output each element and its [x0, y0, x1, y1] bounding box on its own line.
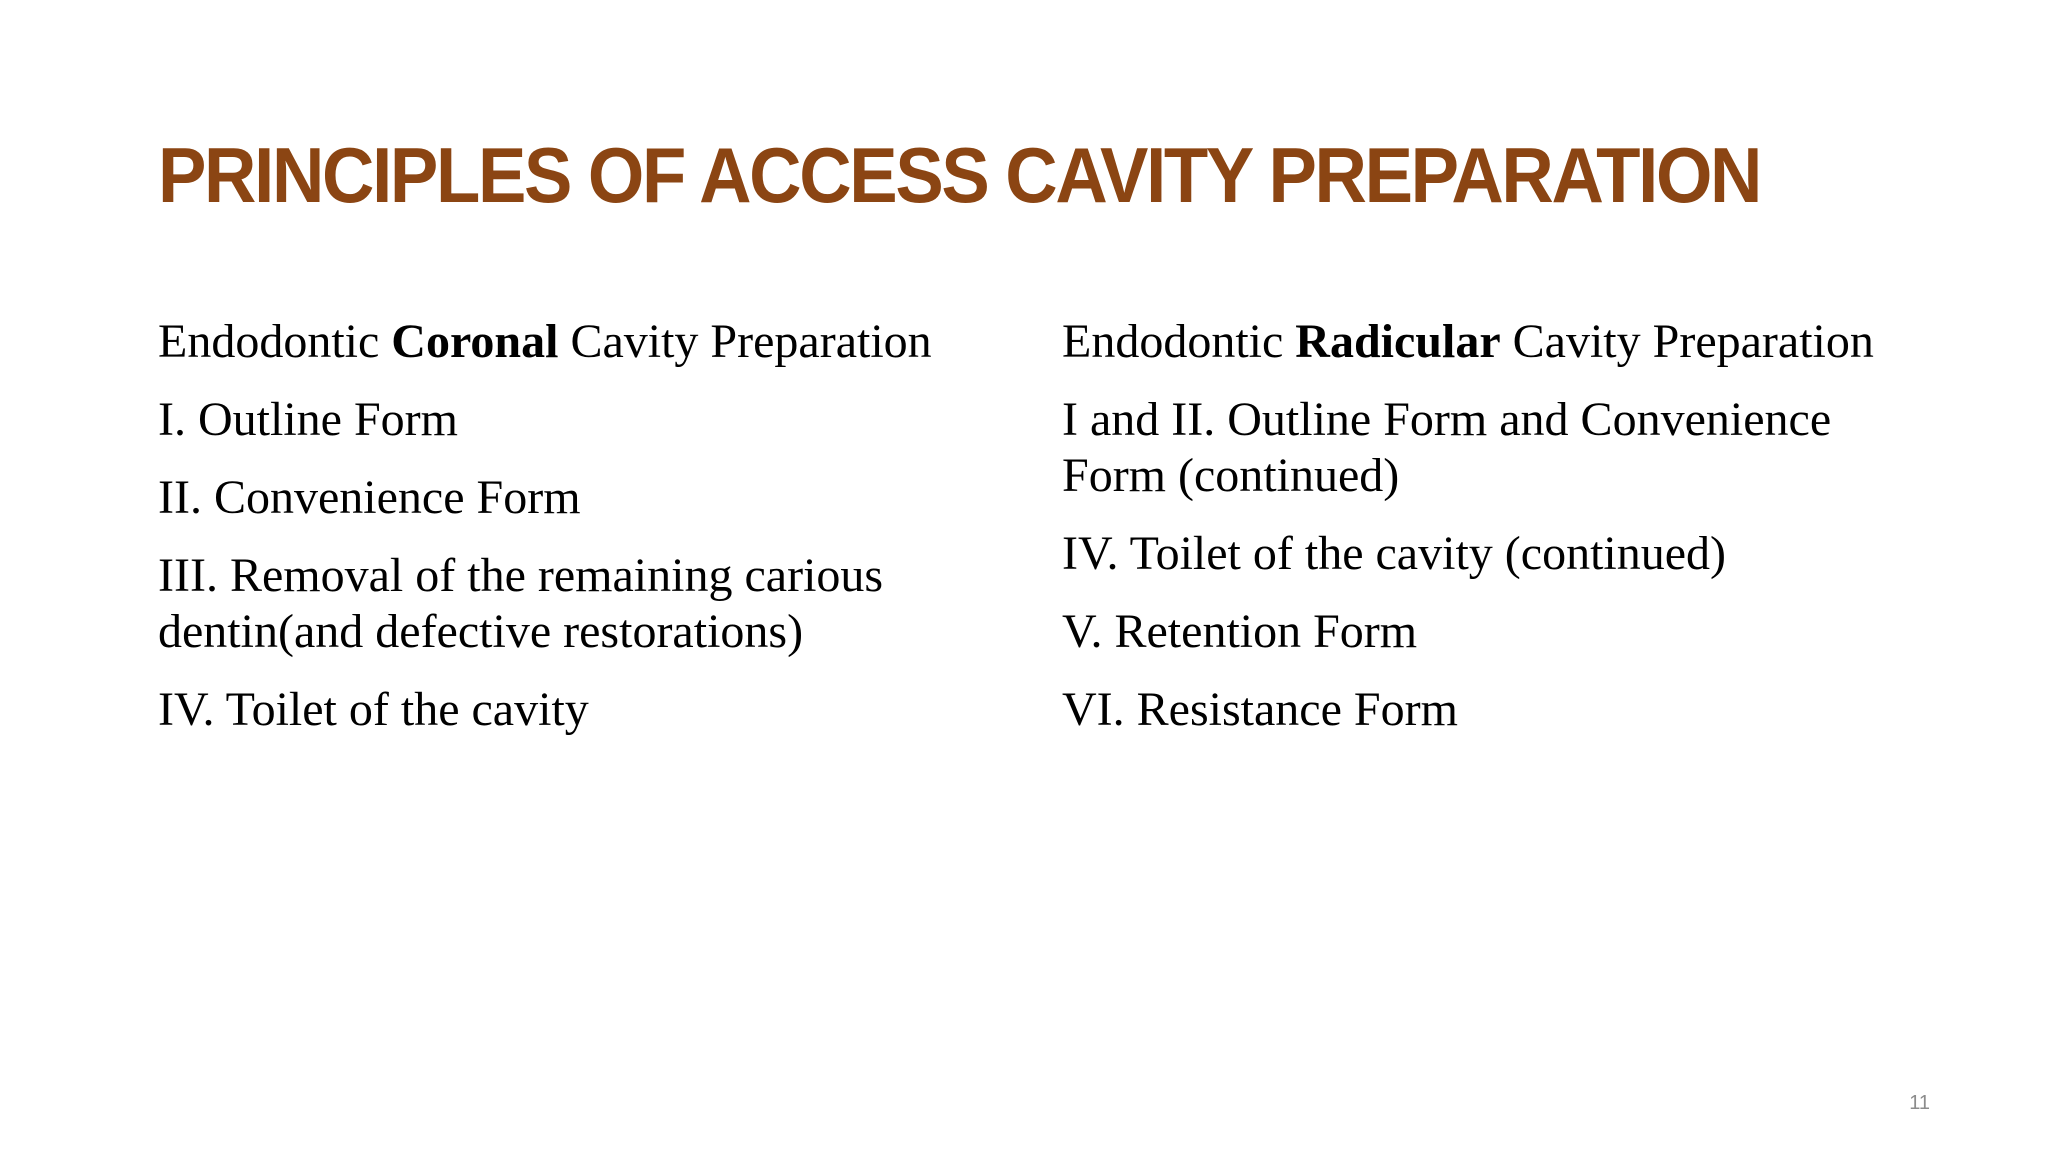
slide-title: PRINCIPLES OF ACCESS CAVITY PREPARATION [158, 131, 1761, 219]
radicular-heading-suffix: Cavity Preparation [1500, 315, 1874, 368]
coronal-heading-suffix: Cavity Preparation [558, 315, 932, 368]
coronal-heading-prefix: Endodontic [158, 315, 392, 368]
coronal-item-outline-form: I. Outline Form [158, 393, 458, 446]
radicular-item-outline-convenience: I and II. Outline Form and Convenience Form (continued) [1062, 393, 1832, 502]
coronal-item-removal-carious-dentin: III. Removal of the remaining carious dentin(and defective restorations) [158, 549, 884, 658]
radicular-heading-prefix: Endodontic [1062, 315, 1296, 368]
radicular-item-resistance-form: VI. Resistance Form [1062, 683, 1458, 736]
radicular-item-retention-form: V. Retention Form [1062, 605, 1418, 658]
radicular-item-toilet-cavity: IV. Toilet of the cavity (continued) [1062, 527, 1727, 580]
radicular-heading [1062, 314, 1922, 370]
coronal-item-toilet-cavity: IV. Toilet of the cavity [158, 683, 589, 736]
coronal-column [158, 314, 1038, 760]
page-number: 11 [1909, 1092, 1930, 1114]
coronal-heading [158, 314, 1038, 370]
radicular-heading-bold: Radicular [1295, 315, 1501, 368]
radicular-column [1062, 314, 1922, 760]
coronal-heading-bold: Coronal [391, 315, 559, 368]
coronal-item-convenience-form: II. Convenience Form [158, 471, 581, 524]
